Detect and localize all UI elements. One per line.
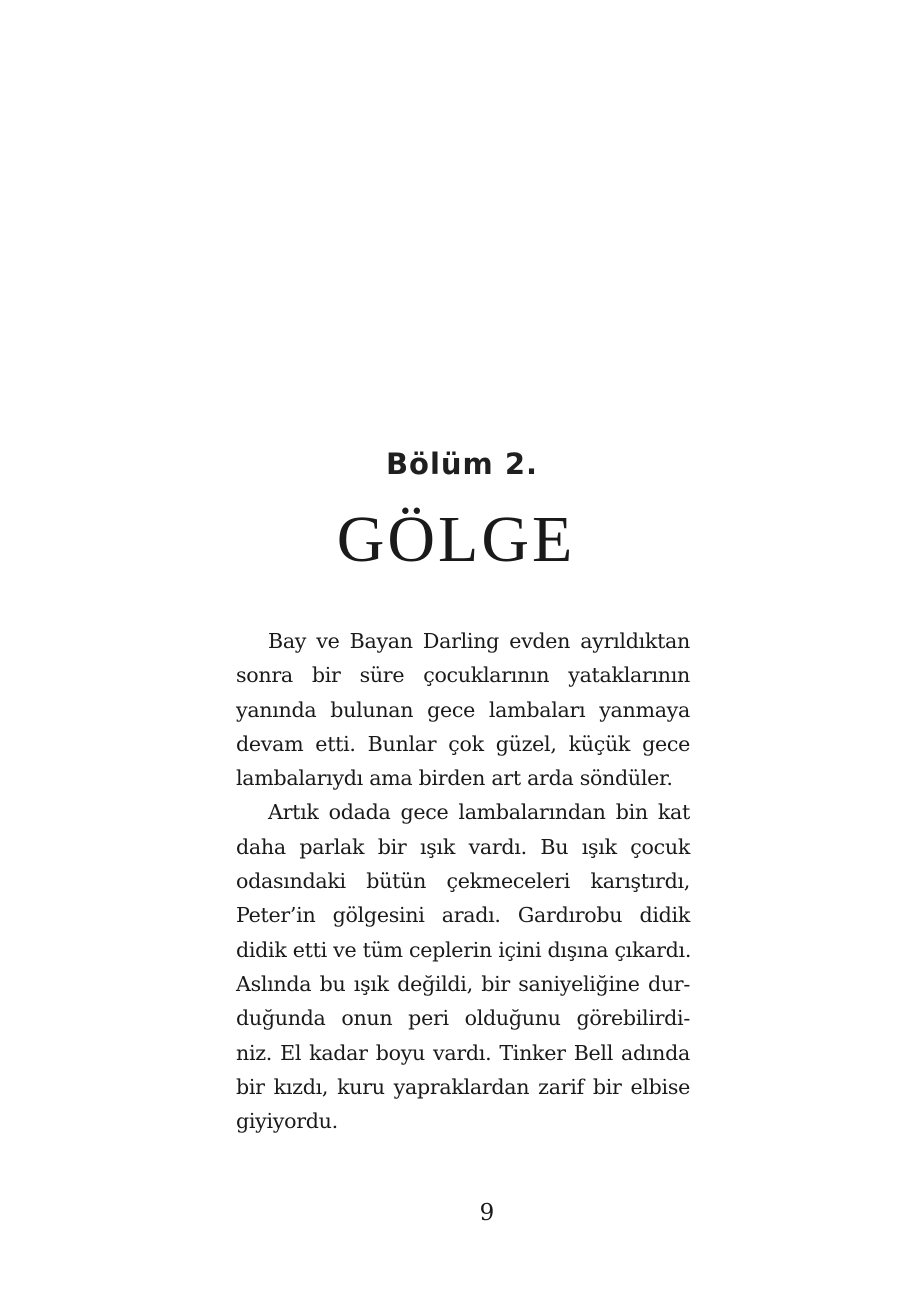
body-line: odasındaki bütün çekmeceleri karıştırdı, xyxy=(236,869,690,894)
chapter-label: Bölüm 2. xyxy=(385,447,539,481)
page-number: 9 xyxy=(479,1200,495,1226)
body-line: Artık odada gece lambalarından bin kat xyxy=(268,800,690,825)
body-line: Aslında bu ışık değildi, bir saniyeliğine dur- xyxy=(236,971,690,996)
body-line: didik etti ve tüm ceplerin içini dışına çıkardı. xyxy=(236,937,692,962)
body-line: yanında bulunan gece lambaları yanmaya xyxy=(236,697,690,722)
body-line: Peter’in gölgesini aradı. Gardırobu didik xyxy=(236,903,690,928)
body-line: duğunda onun peri olduğunu görebilirdi- xyxy=(236,1006,690,1031)
chapter-body-text xyxy=(236,624,690,1138)
chapter-title: GÖLGE xyxy=(336,503,576,576)
body-line: devam etti. Bunlar çok güzel, küçük gece xyxy=(236,731,690,756)
body-line: giyiyordu. xyxy=(236,1109,338,1134)
body-line: daha parlak bir ışık vardı. Bu ışık çocuk xyxy=(236,834,690,859)
body-line: lambalarıydı ama birden art arda söndüler. xyxy=(236,766,673,791)
body-line: niz. El kadar boyu vardı. Tinker Bell adında xyxy=(236,1040,690,1065)
body-line: bir kızdı, kuru yapraklardan zarif bir elbise xyxy=(236,1074,690,1099)
body-line: sonra bir süre çocuklarının yataklarının xyxy=(236,663,690,688)
body-line: Bay ve Bayan Darling evden ayrıldıktan xyxy=(268,629,690,653)
